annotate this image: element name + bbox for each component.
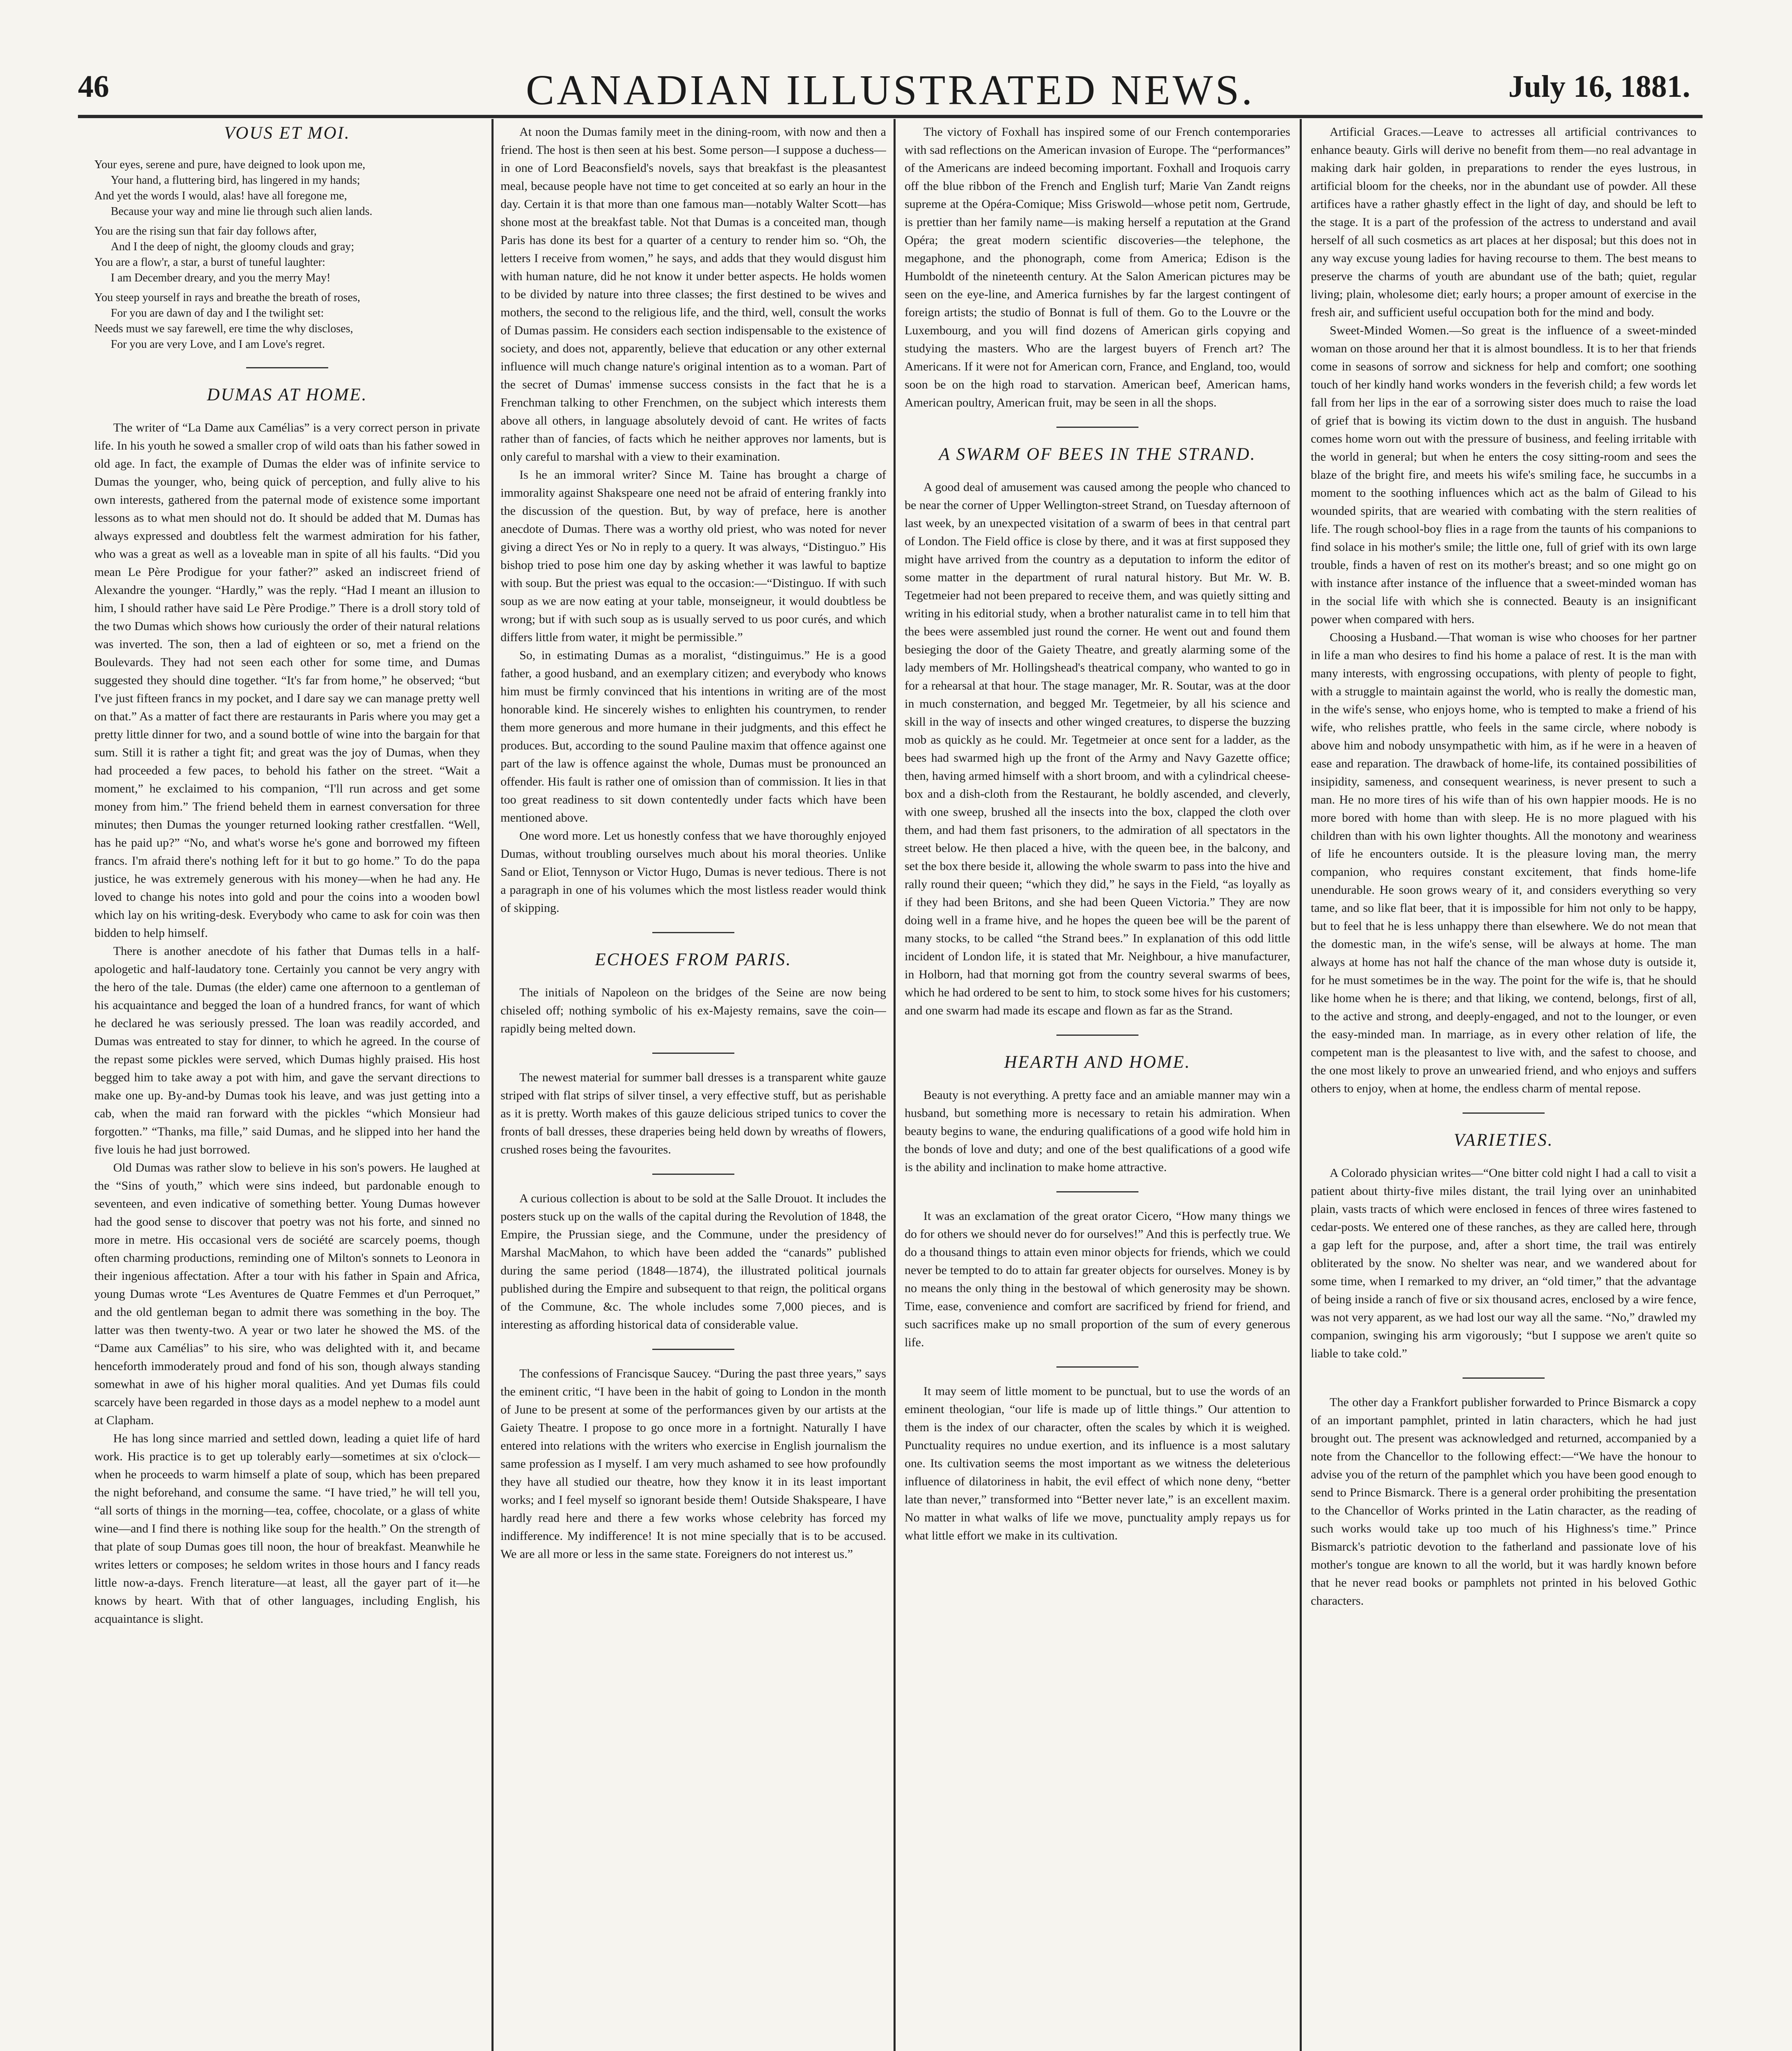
article-paragraph: It may seem of little moment to be punctual, but to use the words of an eminent theologian, “our life is made up of little things.” Our attention to them is the index of our character, often the scales by which it is weighed. Punctuality requires no undue exertion, and its influence is a most salutary one. Its cultivation seems the most important as we witness the deleterious influence of dilatoriness in habit, the evil effect of which none deny, “better late than never,” transformed into “Better never late,” is an excellent maxim. No matter in what walks of life we move, punctuality amply repays us for what little effort we make in its cultivation. (905, 1384, 1290, 1542)
article-paragraph: The other day a Frankfort publisher forwarded to Prince Bismarck a copy of an important pamphlet, printed in latin characters, which he had just brought out. The present was acknowledged and returned, accompanied by a note from the Chancellor to the following effect:—“We have the honour to advise you of the return of the pamphlet which you have been good enough to send to Prince Bismarck. There is a general order prohibiting the presentation to the Chancellor of Works printed in the Latin character, as the reading of such works would take up too much of his Highness's time.” Prince Bismarck's patriotic devotion to the fatherland and passionate love of his mother's tongue are known to all the world, but it was hardly known before that he never read books or pamphlets not printed in his beloved Gothic characters. (1311, 1396, 1696, 1608)
article-paragraph: At noon the Dumas family meet in the dining-room, with now and then a friend. The host is then seen at his best. Some person—I suppose a duchess—in one of Lord Beaconsfield's novels, says that breakfast is the pleasantest meal, because people have not time to get conceited at so early an hour in the day. Certain it is that more than one famous man—notably Walter Scott—has shone most at the breakfast table. Not that Dumas is a conceited man, though Paris has done its best for a quarter of a century to render him so. “Oh, the letters I receive from women,” he says, and adds that they would disgust him with human nature, did he not know it under better aspects. He holds women to be divided by nature into three classes; the first destined to be wives and mothers, the second to the religious life, and the third, well, consult the works of Dumas passim. He considers each section indispensable to the existence of society, and does not, apparently, believe that education or any other external influence will much change nature's original intention as to a woman. Part of the secret of Dumas' immense success consists in the fact that he is a Frenchman talking to other Frenchmen, on the subject which interests them above all others, in language absolutely devoid of cant. He writes of facts rather than of fancies, of facts which he neither approves nor laments, but is only careful to marshal with a view to their examination. (501, 125, 886, 464)
poem-line: Because your way and mine lie through such alien lands. (111, 205, 373, 218)
article-paragraph: He has long since married and settled down, leading a quiet life of hard work. His practice is to get up tolerably early—sometimes at six o'clock—when he proceeds to warm himself a plate of soup, which has been prepared the night beforehand, and consume the same. “I have tried,” he will tell you, “all sorts of things in the morning—tea, coffee, chocolate, or a glass of white wine—and I find there is nothing like soup for the health.” On the strength of that plate of soup Dumas goes till noon, the hour of breakfast. Meanwhile he writes letters or composes; he seldom writes in those hours and I fancy reads little now-a-days. French literature—at least, all the gayer part of it—he knows by heart. With that of other languages, including English, his acquaintance is slight. (94, 1432, 480, 1626)
column-2 (501, 123, 886, 2051)
poem-stanza (94, 224, 480, 286)
article-paragraph: The confessions of Francisque Saucey. “During the past three years,” says the eminent critic, “I have been in the habit of going to London in the month of June to be present at some of the performances given by our artists at the Gaiety Theatre. I propose to go once more in a fortnight. Naturally I have entered into relations with the writers who exercise in English journalism the same profession as I myself. I am very much ashamed to see how profoundly they have all studied our theatre, how they know it in its least important works; and I feel myself so ignorant beside them! Outside Shakspeare, I have hardly read here and there a few works whose celebrity has forced my indifference. My indifference! It is not mine specially that is to be accused. We are all more or less in the same state. Foreigners do not interest us.” (501, 1367, 886, 1561)
article-paragraph: Old Dumas was rather slow to believe in his son's powers. He laughed at the “Sins of youth,” which were sins indeed, but pardonable enough to seventeen, and even indicative of something better. Young Dumas however had the good sense to discover that poetry was not his forte, and sinned no more in metre. His occasional vers de société are scarcely poems, though often charming productions, reminding one of Milton's sonnets to Leonora in their ingenious affectation. After a tour with his father in Spain and Africa, young Dumas wrote “Les Aventures de Quatre Femmes et d'un Perroquet,” and the old gentleman began to admit there was something in the boy. The latter was then twenty-two. A year or two later he showed the MS. of the “Dame aux Camélias” to his sire, who was delighted with it, and became henceforth immoderately proud and fond of his son, though always standing somewhat in awe of his higher moral qualities. And yet Dumas fils could scarcely have been regarded in those days as a model nephew to a model aunt at Clapham. (94, 1161, 480, 1427)
article-paragraph: Artificial Graces.—Leave to actresses all artificial contrivances to enhance beauty. Girls will derive no benefit from them—no real advantage in making dark hair golden, in preparations to render the eyes lustrous, in artificial bloom for the cheeks, nor in the abundant use of powder. All these artifices have a rather ghastly effect in the light of day, and should be left to the stage. It is a part of the profession of the actress to understand and avail herself of all such cosmetics as art places at her disposal; but this does not in any way excuse young ladies for having recourse to them. The best means to preserve the charms of youth are abundant use of the bath; quiet, regular living; plain, wholesome diet; early hours; a proper amount of exercise in the fresh air, and sufficient useful occupation both for the mind and body. (1311, 125, 1696, 319)
poem-stanza (94, 290, 480, 352)
item-rule (652, 1349, 734, 1350)
article-paragraph: A good deal of amusement was caused among the people who chanced to be near the corner of Upper Wellington-street Strand, on Tuesday afternoon of last week, by an unexpected visitation of a swarm of bees in that central part of London. The Field office is close by there, and it was at first supposed they might have arrived from the country as a deputation to inform the editor of some matter in the department of rural natural history. But Mr. W. B. Tegetmeier had not been prepared to receive them, and was quietly sitting and writing in his editorial study, when a brother naturalist came in to tell him that the bees were assembled just round the corner. He went out and found them besieging the door of the Gaiety Theatre, and greatly alarming some of the lady members of Mr. Hollingshead's theatrical company, who wanted to go in for a rehearsal at that hour. The stage manager, Mr. R. Soutar, was at the door in much consternation, and begged Mr. Tegetmeier, by all his science and skill in the way of insects and other winged creatures, to disperse the buzzing mob as quickly as he could. Mr. Tegetmeier at once sent for a ladder, as the bees had swarmed high up the front of the Army and Navy Gazette office; then, having armed himself with a short broom, and with a cylindrical cheese-box and a dish-cloth from the Restaurant, he boldly ascended, and cleverly, with one sweep, brushed all the insects into the box, clapped the cloth over them, and had them fast prisoners, to the admiration of all spectators in the street below. He then placed a hive, with the queen bee, in the balcony, and set the box there beside it, allowing the whole swarm to pass into the hive and rally round their queen; “which they did,” he says in the Field, “as loyally as if they had been Britons, and she had been Queen Victoria.” They are now doing well in a frame hive, and he hopes the queen bee will be the parent of many stocks, to be called “the Strand bees.” In explanation of this odd little incident of London life, it is stated that Mr. Neighbour, a hive manufacturer, in Holborn, had that morning got from the country several swarms of bees, which he had ordered to be sent to him, to stock some hives for his customers; and one swarm had made its escape and flown as far as the Strand. (905, 480, 1290, 1017)
section-rule (652, 932, 734, 933)
column-divider (1300, 119, 1302, 2051)
item-rule (1056, 1191, 1138, 1192)
column-1 (94, 123, 480, 2051)
item-rule (652, 1053, 734, 1054)
section-rule (1056, 1035, 1138, 1036)
poem-line: Your eyes, serene and pure, have deigned to look upon me, (94, 158, 366, 171)
poem-title: VOUS ET MOI. (224, 123, 350, 143)
poem-line: Your hand, a fluttering bird, has lingered in my hands; (111, 174, 360, 187)
article-paragraph: The victory of Foxhall has inspired some of our French contemporaries with sad reflections on the American invasion of Europe. The “performances” of the Americans are indeed becoming important. Foxhall and Iroquois carry off the blue ribbon of the French and English turf; Marie Van Zandt reigns supreme at the Opéra-Comique; Miss Griswold—whose petit nom, Gertrude, is prettier than her family name—is making herself a reputation at the Grand Opéra; the great modern scientific discoveries—the telephone, the megaphone, and the phonograph, come from America; Edison is the Humboldt of the nineteenth century. At the Salon American pictures may be seen on the eye-line, and America furnishes by far the largest contingent of foreign artists; the studio of Bonnat is full of them. Go to the Louvre or the Luxembourg, and you will find dozens of American girls copying and studying the masters. Who are the largest buyers of French art? The Americans. If it were not for American corn, France, and England, too, would soon be on the high road to starvation. American beef, American hams, American poultry, American fruit, may be seen in all the shops. (905, 125, 1290, 409)
column-4 (1311, 123, 1696, 2051)
article-paragraph: The initials of Napoleon on the bridges of the Seine are now being chiseled off; nothing symbolic of his ex-Majesty remains, save the coin—rapidly being melted down. (501, 986, 886, 1035)
item-rule (652, 1174, 734, 1175)
column-3 (905, 123, 1290, 2051)
section-rule (1056, 427, 1138, 428)
article-paragraph: So, in estimating Dumas as a moralist, “distinguimus.” He is a good father, a good husband, and an exemplary citizen; and everybody who knows him must be firmly convinced that his intentions in writing are of the most honorable kind. He sincerely wishes to enlighten his countrymen, to render them more generous and more humane in their judgments, and this effect he produces. But, according to the sound Pauline maxim that offence against one part of the law is offence against the whole, Dumas must be pronounced an offender. His fault is rather one of omission than of commission. It lies in that too great readiness to sit down contentedly under facts which have been mentioned above. (501, 649, 886, 825)
article-paragraph: It was an exclamation of the great orator Cicero, “How many things we do for others we should never do for ourselves!” And this is perfectly true. We do a thousand things to attain even minor objects for friends, which we could never be tempted to do to attain far greater objects for ourselves. Money is by no means the only thing in the bestowal of which generosity may be shown. Time, ease, convenience and comfort are sacrificed by friend for friend, and such sacrifices make up no small proportion of the sum of every generous life. (905, 1209, 1290, 1349)
article-paragraph: Beauty is not everything. A pretty face and an amiable manner may win a husband, but something more is necessary to retain his admiration. When beauty begins to wane, the enduring qualifications of a good wife hold him in the bonds of love and duty; and one of the best qualifications of a good wife is the ability and inclination to make home attractive. (905, 1088, 1290, 1174)
article-paragraph: Choosing a Husband.—That woman is wise who chooses for her partner in life a man who desires to find his home a palace of rest. It is the man with many interests, with engrossing occupations, with plenty of people to fight, with a struggle to maintain against the world, who is really the domestic man, in the wife's sense, who enjoys home, who is tempted to make a friend of his wife, who relishes prattle, who feels in the same circle, where nobody is above him and nobody unsympathetic with him, as if he were in a heaven of ease and reparation. The drawback of home-life, its contained possibilities of insipidity, sameness, and consequent weariness, is never present to such a man. He no more tires of his wife than of his own happier moods. He is no more bored with home than with sleep. He is no more plagued with his children than with his own lighter thoughts. All the monotony and weariness of life he encounters outside. It is the pleasure loving man, the merry companion, who requires constant excitement, that finds home-life unendurable. He soon grows weary of it, and considers everything so very tame, and so like flat beer, that it is impossible for him not only to be happy, but to feel that he is less unhappy there than elsewhere. We do not mean that the domestic man, in the wife's sense, will be always at home. The man always at home has not half the chance of the man whose duty is outside it, for he must sometimes be in the way. The point for the wife is, that he should like home when he is there; and that liking, we contend, belongs, first of all, to the active and strong, and deeply-engaged, and not to the lounger, or even the easy-minded man. In marriage, as in every other relation of life, the competent man is the pleasantest to live with, and the safest to choose, and the one most likely to prove an unwearied friend, and who enjoys and suffers others to enjoy, when at home, the endless charm of mental repose. (1311, 630, 1696, 1095)
article-title: ECHOES FROM PARIS. (595, 950, 792, 969)
poem-line: For you are very Love, and I am Love's regret. (111, 338, 325, 351)
article-title: A SWARM OF BEES IN THE STRAND. (939, 445, 1256, 464)
poem-line: You are the rising sun that fair day follows after, (94, 225, 317, 238)
poem-line: Needs must we say farewell, ere time the why discloses, (94, 322, 353, 335)
masthead: CANADIAN ILLUSTRATED NEWS. (526, 66, 1255, 114)
poem-line: And I the deep of night, the gloomy clouds and gray; (111, 240, 354, 253)
article-paragraph: The newest material for summer ball dresses is a transparent white gauze striped with flat strips of silver tinsel, a very effective stuff, but as perishable as it is pretty. Worth makes of this gauze delicious striped tunics to cover the fronts of ball dresses, these draperies being held down by wreaths of flowers, crushed roses being the favourites. (501, 1071, 886, 1156)
article-paragraph: Is he an immoral writer? Since M. Taine has brought a charge of immorality against Shakspeare one need not be afraid of entering frankly into the discussion of the question. But, by way of preface, here is another anecdote of Dumas. There was a worthy old priest, who was noted for never giving a direct Yes or No in reply to a query. It was always, “Distinguo.” His bishop tried to pose him one day by asking whether it was lawful to baptize with soup. But the priest was equal to the occasion:—“Distinguo. If with such soup as we are now eating at your table, monseigneur, it would doubtless be wrong; but if with such soup as is usually served to us poor curés, and which differs little from water, it might be permissible.” (501, 468, 886, 644)
article-paragraph: Sweet-Minded Women.—So great is the influence of a sweet-minded woman on those around her that it is almost boundless. It is to her that friends come in seasons of sorrow and sickness for help and comfort; one soothing touch of her kindly hand works wonders in the feverish child; a few words let fall from her lips in the ear of a sorrowing sister does much to raise the load of grief that is bowing its victim down to the dust in anguish. The husband comes home worn out with the pressure of business, and feeling irritable with the world in general; but when he enters the cosy sitting-room and sees the blaze of the bright fire, and meets his wife's smiling face, he succumbs in a moment to the soothing influences which act as the balm of Gilead to his wounded spirits, that are wearied with combating with the stern realities of life. The rough school-boy flies in a rage from the taunts of his companions to find solace in his mother's smile; the little one, full of grief with its own large trouble, finds a haven of rest on its mother's breast; and so one might go on with instance after instance of the influence that a sweet-minded woman has in the social life with which she is connected. Beauty is an insignificant power when compared with hers. (1311, 324, 1696, 626)
item-rule (1463, 1377, 1545, 1379)
section-rule (246, 367, 328, 368)
article-title: VARIETIES. (1454, 1131, 1554, 1150)
section-rule (1463, 1112, 1545, 1114)
item-rule (1056, 1366, 1138, 1368)
column-divider (894, 119, 896, 2051)
article-title: HEARTH AND HOME. (1004, 1053, 1191, 1072)
article-paragraph: The writer of “La Dame aux Camélias” is a very correct person in private life. In his youth he sowed a smaller crop of wild oats than his father sowed in old age. In fact, the example of Dumas the elder was of infinite service to Dumas the younger, who, being quick of perception, and fully alive to his own interests, gathered from the paternal mode of existence some important lessons as to what men should not do. It should be added that M. Dumas has always expressed and doubtless felt the warmest admiration for his father, who was a great as well as a loveable man in spite of all his faults. “Did you mean Le Père Prodigue for your father?” asked an indiscreet friend of Alexandre the younger. “Hardly,” was the reply. “Had I meant an illusion to him, I should rather have said Le Père Prodige.” There is a droll story told of the two Dumas which shows how curiously the order of their natural relations was inverted. The son, then a lad of eighteen or so, met a friend on the Boulevards. They had not seen each other for some time, and Dumas suggested they should dine together. “It's far from home,” he observed; “but I've just fifteen francs in my pocket, and I dare say we can manage pretty well on that.” As a matter of fact there are restaurants in Paris where you may get a pretty little dinner for two, and a sound bottle of wine into the bargain for that sum. Still it is rather a tight fit; and great was the joy of Dumas, when they had proceeded a few paces, to behold his father on the street. “Wait a moment,” he exclaimed to his companion, “I'll run across and get some money from him.” The friend beheld them in earnest conversation for three minutes; then Dumas the younger returned looking rather crestfallen. “Well, has he paid up?” “No, and what's worse he's gone and borrowed my fifteen francs. I'm afraid there's nothing left for it but to go home.” To do the papa justice, he was extremely generous with his money—when he had any. He loved to change his notes into gold and pour the coins into a wooden bowl which lay on his writing-desk. Everybody who came to ask for coin was then bidden to help himself. (94, 421, 480, 940)
column-divider (491, 119, 494, 2051)
article-title: DUMAS AT HOME. (207, 385, 368, 404)
poem-line: And yet the words I would, alas! have all foregone me, (94, 190, 347, 202)
article-paragraph: There is another anecdote of his father that Dumas tells in a half-apologetic and half-laudatory tone. Certainly you cannot be very angry with the hero of the tale. Dumas (the elder) came one afternoon to a gentleman of his acquaintance and begged the loan of a hundred francs, for want of which he declared he was seriously pressed. The loan was readily accorded, and Dumas was entreated to stay for dinner, to which he agreed. In the course of the repast some pickles were served, which Dumas highly praised. His host begged him to take away a pot with him, and gave the servant directions to make one up. By-and-by Dumas took his leave, and was just getting into a cab, when the maid ran forward with the pickles “which Monsieur had forgotten.” “Thanks, ma fille,” said Dumas, and he slipped into her hand the five louis he had just borrowed. (94, 944, 480, 1156)
article-paragraph: A Colorado physician writes—“One bitter cold night I had a call to visit a patient about thirty-five miles distant, the trail lying over an uninhabited plain, vasts tracts of which were enclosed in fences of three wires fastened to cedar-posts. We entered one of these ranches, as they are called here, through a gap left for the purpose, and, after a short time, the trail was entirely obliterated by the snow. No shelter was near, and we wandered about for some time, when I remarked to my driver, an “old timer,” that the advantage of being inside a ranch of five or six thousand acres, enclosed by a wire fence, was not very apparent, as we had lost our way all the same. “No,” drawled my companion, swinging his arm vigorously; “but I suppose we aren't quite so liable to take cold.” (1311, 1166, 1696, 1360)
poem-stanza (94, 157, 480, 219)
article-paragraph: A curious collection is about to be sold at the Salle Drouot. It includes the posters stuck up on the walls of the capital during the Revolution of 1848, the Empire, the Prussian siege, and the Commune, under the presidency of Marshal MacMahon, to which have been added the “canards” published during the same period (1848—1874), the illustrated political journals published during the Empire and subsequent to that reign, the political organs of the Commune, &c. The whole includes some 7,000 pieces, and is interesting as affording historical data of considerable value. (501, 1192, 886, 1332)
article-paragraph: One word more. Let us honestly confess that we have thoroughly enjoyed Dumas, without troubling ourselves much about his moral theories. Unlike Sand or Eliot, Tennyson or Victor Hugo, Dumas is never tedious. There is not a paragraph in one of his volumes which the most listless reader would think of skipping. (501, 829, 886, 915)
page-number: 46 (78, 69, 109, 104)
header-rule (78, 115, 1703, 118)
poem-line: For you are dawn of day and I the twilight set: (111, 307, 324, 320)
issue-date: July 16, 1881. (1508, 69, 1690, 104)
poem-line: You are a flow'r, a star, a burst of tuneful laughter: (94, 256, 325, 269)
poem-line: You steep yourself in rays and breathe the breath of roses, (94, 291, 360, 304)
poem-line: I am December dreary, and you the merry May! (111, 272, 331, 284)
